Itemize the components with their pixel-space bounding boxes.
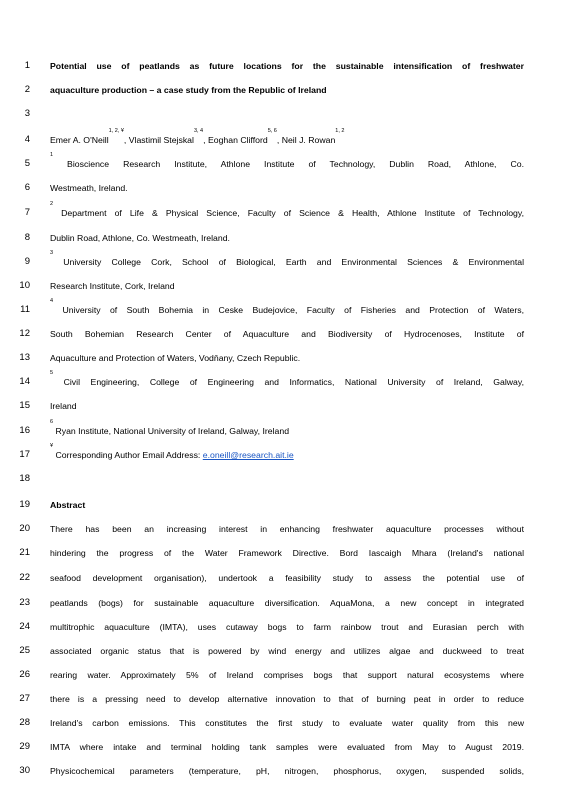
line-number: 27 bbox=[19, 693, 30, 704]
manuscript-line bbox=[0, 644, 571, 658]
affiliation-marker: 1 bbox=[50, 152, 54, 158]
manuscript-line bbox=[0, 83, 571, 97]
abstract-line: seafood development organisation), undertook a feasibility study to assess the potential use of bbox=[50, 573, 524, 583]
line-number: 10 bbox=[19, 280, 30, 291]
manuscript-line bbox=[0, 279, 571, 293]
author-name: , Vlastimil Stejskal bbox=[123, 135, 194, 145]
author-affiliation-marker: 5, 6 bbox=[267, 128, 277, 134]
affiliation-marker: 5 bbox=[50, 370, 54, 376]
affiliation-marker: 3 bbox=[50, 250, 54, 256]
title-line: aquaculture production – a case study from the Republic of Ireland bbox=[50, 85, 327, 95]
author-name: , Neil J. Rowan bbox=[276, 135, 336, 145]
manuscript-line bbox=[0, 298, 571, 317]
abstract-line: hindering the progress of the Water Framework Directive. Bord Iascaigh Mhara (Ireland's national bbox=[50, 548, 524, 558]
corresponding-marker: ¥ bbox=[50, 443, 54, 449]
line-number: 9 bbox=[24, 256, 30, 267]
affiliation-line: Dublin Road, Athlone, Co. Westmeath, Ireland. bbox=[50, 233, 230, 243]
affiliation-text bbox=[50, 298, 524, 317]
line-number: 11 bbox=[20, 304, 30, 315]
author-affiliation-marker: 3, 4 bbox=[193, 128, 204, 134]
affiliation-line: South Bohemian Research Center of Aquaculture and Biodiversity of Hydrocenoses, Institute of bbox=[50, 329, 524, 339]
manuscript-line bbox=[0, 399, 571, 413]
manuscript-line bbox=[0, 443, 571, 462]
line-number: 23 bbox=[19, 597, 30, 608]
manuscript-line bbox=[0, 181, 571, 195]
manuscript-line bbox=[0, 716, 571, 730]
line-number: 7 bbox=[24, 207, 30, 218]
manuscript-line bbox=[0, 740, 571, 754]
line-number: 12 bbox=[19, 328, 30, 339]
author-affiliation-marker: 1, 2 bbox=[335, 128, 345, 134]
manuscript-line bbox=[0, 764, 571, 778]
affiliation-text bbox=[50, 201, 524, 220]
corresponding-label: Corresponding Author Email Address: bbox=[53, 450, 203, 460]
manuscript-line bbox=[0, 107, 571, 121]
manuscript-line bbox=[0, 668, 571, 682]
line-number: 18 bbox=[19, 473, 30, 484]
manuscript-line bbox=[0, 327, 571, 341]
affiliation-line: Civil Engineering, College of Engineering and Informatics, National University of Ireland, Galway, bbox=[53, 377, 524, 387]
manuscript-line bbox=[0, 692, 571, 706]
line-number: 2 bbox=[24, 84, 30, 95]
line-number: 6 bbox=[24, 182, 30, 193]
manuscript-line bbox=[0, 152, 571, 171]
affiliation-line: Research Institute, Cork, Ireland bbox=[50, 281, 175, 291]
abstract-line: multitrophic aquaculture (IMTA), uses cutaway bogs to farm rainbow trout and Eurasian perch with bbox=[50, 622, 524, 632]
manuscript-line bbox=[0, 498, 571, 512]
line-number: 21 bbox=[19, 547, 30, 558]
line-number: 29 bbox=[19, 741, 30, 752]
manuscript-line bbox=[0, 59, 571, 73]
affiliation-text bbox=[50, 370, 524, 389]
line-number: 19 bbox=[19, 499, 30, 510]
title-line: Potential use of peatlands as future locations for the sustainable intensification of freshwater bbox=[50, 61, 524, 71]
line-number: 25 bbox=[19, 645, 30, 656]
email-link[interactable]: e.oneill@research.ait.ie bbox=[202, 450, 294, 460]
abstract-line: peatlands (bogs) for sustainable aquaculture diversification. AquaMona, a new concept in integrated bbox=[50, 598, 524, 608]
abstract-line: associated organic status that is powered by wind energy and utilizes algae and duckweed to treat bbox=[50, 646, 524, 656]
affiliation-marker: 6 bbox=[50, 419, 54, 425]
line-number: 30 bbox=[19, 765, 30, 776]
author-affiliation-marker: 1, 2, ¥ bbox=[108, 128, 124, 134]
affiliation-line: University College Cork, School of Biological, Earth and Environmental Sciences & Environmental bbox=[53, 257, 524, 267]
manuscript-line bbox=[0, 571, 571, 585]
affiliation-line: University of South Bohemia in Ceske Budejovice, Faculty of Fisheries and Protection of Waters, bbox=[53, 305, 524, 315]
author-name: , Eoghan Clifford bbox=[203, 135, 268, 145]
line-number: 15 bbox=[19, 400, 30, 411]
authors-line bbox=[0, 128, 571, 147]
manuscript-line bbox=[0, 351, 571, 365]
manuscript-line bbox=[0, 370, 571, 389]
line-number: 5 bbox=[24, 158, 30, 169]
abstract-line: there is a pressing need to develop alternative innovation to that of burning peat in order to reduce bbox=[50, 694, 524, 704]
affiliation-text bbox=[50, 419, 524, 438]
line-number: 3 bbox=[24, 108, 30, 119]
manuscript-line bbox=[0, 250, 571, 269]
line-number: 14 bbox=[19, 376, 30, 387]
line-number: 4 bbox=[24, 134, 30, 145]
manuscript-line bbox=[0, 620, 571, 634]
manuscript-line bbox=[0, 201, 571, 220]
line-number: 13 bbox=[19, 352, 30, 363]
manuscript-line bbox=[0, 472, 571, 486]
abstract-line: Ireland's carbon emissions. This constitutes the first study to evaluate water quality from this new bbox=[50, 718, 524, 728]
manuscript-line bbox=[0, 546, 571, 560]
abstract-line: IMTA where intake and terminal holding tank samples were evaluated from May to August 2019. bbox=[50, 742, 524, 752]
abstract-line: There has been an increasing interest in enhancing freshwater aquaculture processes without bbox=[50, 524, 524, 534]
affiliation-line: Department of Life & Physical Science, Faculty of Science & Health, Athlone Institute of Technology, bbox=[53, 208, 524, 218]
abstract-line: Physicochemical parameters (temperature, pH, nitrogen, phosphorus, oxygen, suspended solids, bbox=[50, 766, 524, 776]
author-name: Emer A. O'Neill bbox=[50, 135, 109, 145]
affiliation-line: Aquaculture and Protection of Waters, Vodňany, Czech Republic. bbox=[50, 353, 301, 363]
line-number: 1 bbox=[24, 60, 30, 71]
affiliation-text bbox=[50, 152, 524, 171]
line-number: 22 bbox=[19, 572, 30, 583]
line-number: 17 bbox=[19, 449, 30, 460]
line-number: 16 bbox=[19, 425, 30, 436]
affiliation-line: Ryan Institute, National University of Ireland, Galway, Ireland bbox=[53, 426, 290, 436]
abstract-heading: Abstract bbox=[50, 500, 86, 510]
line-number: 20 bbox=[19, 523, 30, 534]
affiliation-line: Ireland bbox=[50, 401, 77, 411]
line-number: 26 bbox=[19, 669, 30, 680]
author-list bbox=[50, 128, 524, 147]
abstract-line: rearing water. Approximately 5% of Ireland comprises bogs that support natural ecosystems where bbox=[50, 670, 524, 680]
manuscript-line bbox=[0, 522, 571, 536]
manuscript-line bbox=[0, 231, 571, 245]
manuscript-line bbox=[0, 419, 571, 438]
affiliation-text bbox=[50, 250, 524, 269]
line-number: 8 bbox=[24, 232, 30, 243]
affiliation-marker: 4 bbox=[50, 298, 54, 304]
affiliation-line: Westmeath, Ireland. bbox=[50, 183, 128, 193]
affiliation-marker: 2 bbox=[50, 201, 54, 207]
line-number: 28 bbox=[19, 717, 30, 728]
line-number: 24 bbox=[19, 621, 30, 632]
affiliation-line: Bioscience Research Institute, Athlone Institute of Technology, Dublin Road, Athlone, Co. bbox=[53, 159, 524, 169]
corresponding-author bbox=[50, 443, 524, 462]
manuscript-line bbox=[0, 596, 571, 610]
